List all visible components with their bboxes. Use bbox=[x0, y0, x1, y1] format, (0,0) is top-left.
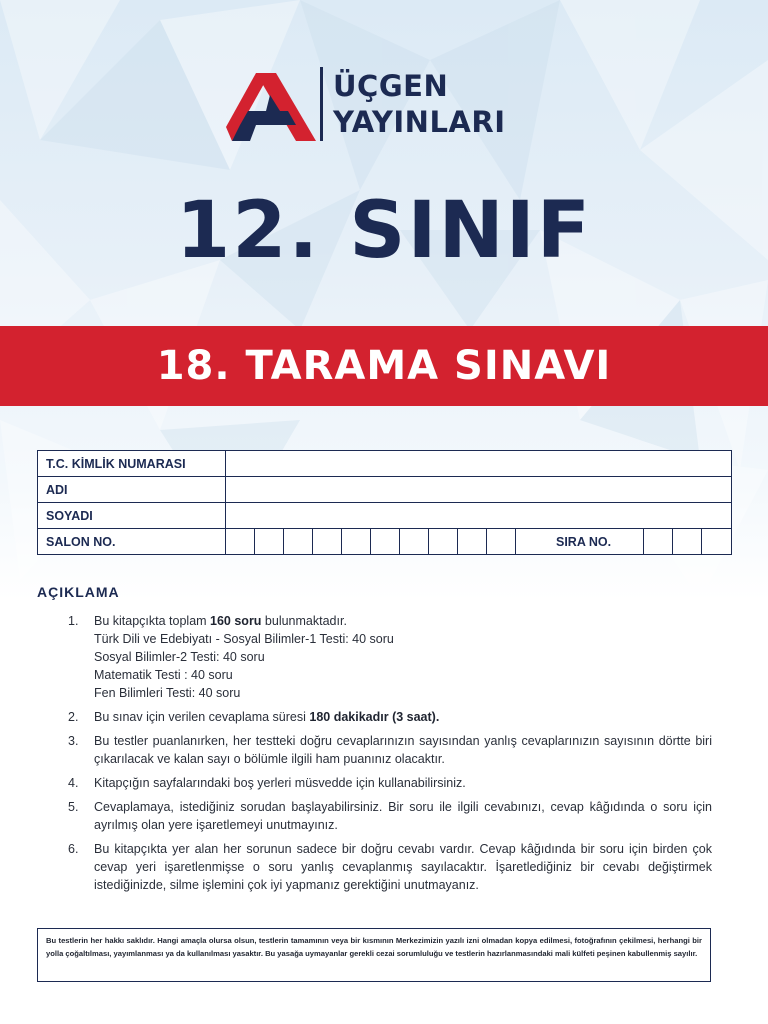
salon-box[interactable] bbox=[255, 529, 284, 555]
item-number: 6. bbox=[68, 842, 79, 856]
item-text-pre: Bu kitapçıkta toplam bbox=[94, 614, 211, 628]
sira-box[interactable] bbox=[673, 529, 702, 555]
name-row bbox=[38, 477, 732, 503]
salon-box[interactable] bbox=[226, 529, 255, 555]
item-number: 2. bbox=[68, 710, 79, 724]
item-text: Bu testler puanlanırken, her testteki doğru cevaplarınızın sayısından yanlış cevaplarınızın sayısının dörtte biri çıkarılacak ve kalan sayı o bölümle ilgili ham puanınız olacaktır. bbox=[94, 734, 712, 766]
salon-box[interactable] bbox=[487, 529, 516, 555]
brand-logo bbox=[226, 62, 536, 146]
item-text-bold: 160 soru bbox=[210, 614, 262, 628]
surname-field[interactable] bbox=[226, 503, 732, 529]
name-field[interactable] bbox=[226, 477, 732, 503]
surname-label: SOYADI bbox=[38, 503, 226, 529]
item-text bbox=[94, 612, 712, 702]
sub-item: Matematik Testi : 40 soru bbox=[94, 668, 233, 682]
item-number: 3. bbox=[68, 734, 79, 748]
copyright-notice: Bu testlerin her hakkı saklıdır. Hangi amaçla olursa olsun, testlerin tamamının veya bir kısmının Merkezimizin yazılı izni olmadan kopya edilmesi, fotoğrafının çekilmesi, herhangi bir yolla çoğaltılması, yayımlanması ya da kullanılması yasaktır. Bu yasağa uymayanlar gerekli cezai sorumluluğu ve testlerin hazırlanmasındaki mali külfeti peşinen kabullenmiş sayılır. bbox=[37, 928, 711, 982]
item-number: 1. bbox=[68, 614, 79, 628]
list-item bbox=[60, 708, 712, 726]
list-item bbox=[60, 774, 712, 792]
item-number: 4. bbox=[68, 776, 79, 790]
sira-box[interactable] bbox=[702, 529, 732, 555]
salon-box[interactable] bbox=[284, 529, 313, 555]
exam-banner bbox=[0, 326, 768, 406]
salon-box[interactable] bbox=[313, 529, 342, 555]
item-text: Bu kitapçıkta yer alan her sorunun sadece bir doğru cevabı vardır. Cevap kâğıdında bir soru için birden çok cevap yeri işaretlenmişse o soru yanlış cevaplanmış sayılacaktır. İşaretlediğiniz bir cevabı değiştirmek istediğinizde, silme işlemini çok iyi yapmanız gerektiğini unutmayanız. bbox=[94, 842, 712, 892]
brand-line2: YAYINLARI bbox=[333, 105, 506, 139]
salon-label: SALON NO. bbox=[38, 529, 226, 555]
salon-box[interactable] bbox=[400, 529, 429, 555]
item-text-bold: 180 dakikadır (3 saat). bbox=[309, 710, 440, 724]
ucgen-triangle-logo-icon bbox=[226, 65, 316, 143]
list-item bbox=[60, 732, 712, 768]
list-item bbox=[60, 840, 712, 894]
item-text-pre: Bu sınav için verilen cevaplama süresi bbox=[94, 710, 310, 724]
page-title: 12. SINIF bbox=[175, 186, 593, 276]
salon-box[interactable] bbox=[458, 529, 487, 555]
logo-divider bbox=[320, 67, 323, 141]
item-text: Kitapçığın sayfalarındaki boş yerleri müsvedde için kullanabilirsiniz. bbox=[94, 776, 466, 790]
explanation-list bbox=[60, 612, 712, 900]
section-title: AÇIKLAMA bbox=[37, 584, 120, 600]
list-item bbox=[60, 798, 712, 834]
brand-line1: ÜÇGEN bbox=[333, 69, 449, 103]
salon-box[interactable] bbox=[371, 529, 400, 555]
item-text: Cevaplamaya, istediğiniz sorudan başlayabilirsiniz. Bir soru ile ilgili cevabınızı, cevap kâğıdında o soru için ayrılmış olan yere işaretlemeyi unutmayınız. bbox=[94, 800, 712, 832]
sub-item: Fen Bilimleri Testi: 40 soru bbox=[94, 686, 241, 700]
brand-name bbox=[333, 68, 506, 140]
item-text-post: bulunmaktadır. bbox=[261, 614, 347, 628]
item-number: 5. bbox=[68, 800, 79, 814]
sub-item: Türk Dili ve Edebiyatı - Sosyal Bilimler-1 Testi: 40 soru bbox=[94, 632, 394, 646]
name-label: ADI bbox=[38, 477, 226, 503]
student-info-form bbox=[37, 450, 732, 555]
sub-item: Sosyal Bilimler-2 Testi: 40 soru bbox=[94, 650, 265, 664]
tc-field[interactable] bbox=[226, 451, 732, 477]
surname-row bbox=[38, 503, 732, 529]
exam-name: 18. TARAMA SINAVI bbox=[156, 343, 612, 389]
item-text bbox=[94, 708, 712, 726]
sira-label: SIRA NO. bbox=[516, 529, 644, 555]
salon-row bbox=[38, 529, 732, 555]
salon-box[interactable] bbox=[342, 529, 371, 555]
tc-row bbox=[38, 451, 732, 477]
list-item bbox=[60, 612, 712, 702]
tc-label: T.C. KİMLİK NUMARASI bbox=[38, 451, 226, 477]
salon-box[interactable] bbox=[429, 529, 458, 555]
sira-box[interactable] bbox=[644, 529, 673, 555]
